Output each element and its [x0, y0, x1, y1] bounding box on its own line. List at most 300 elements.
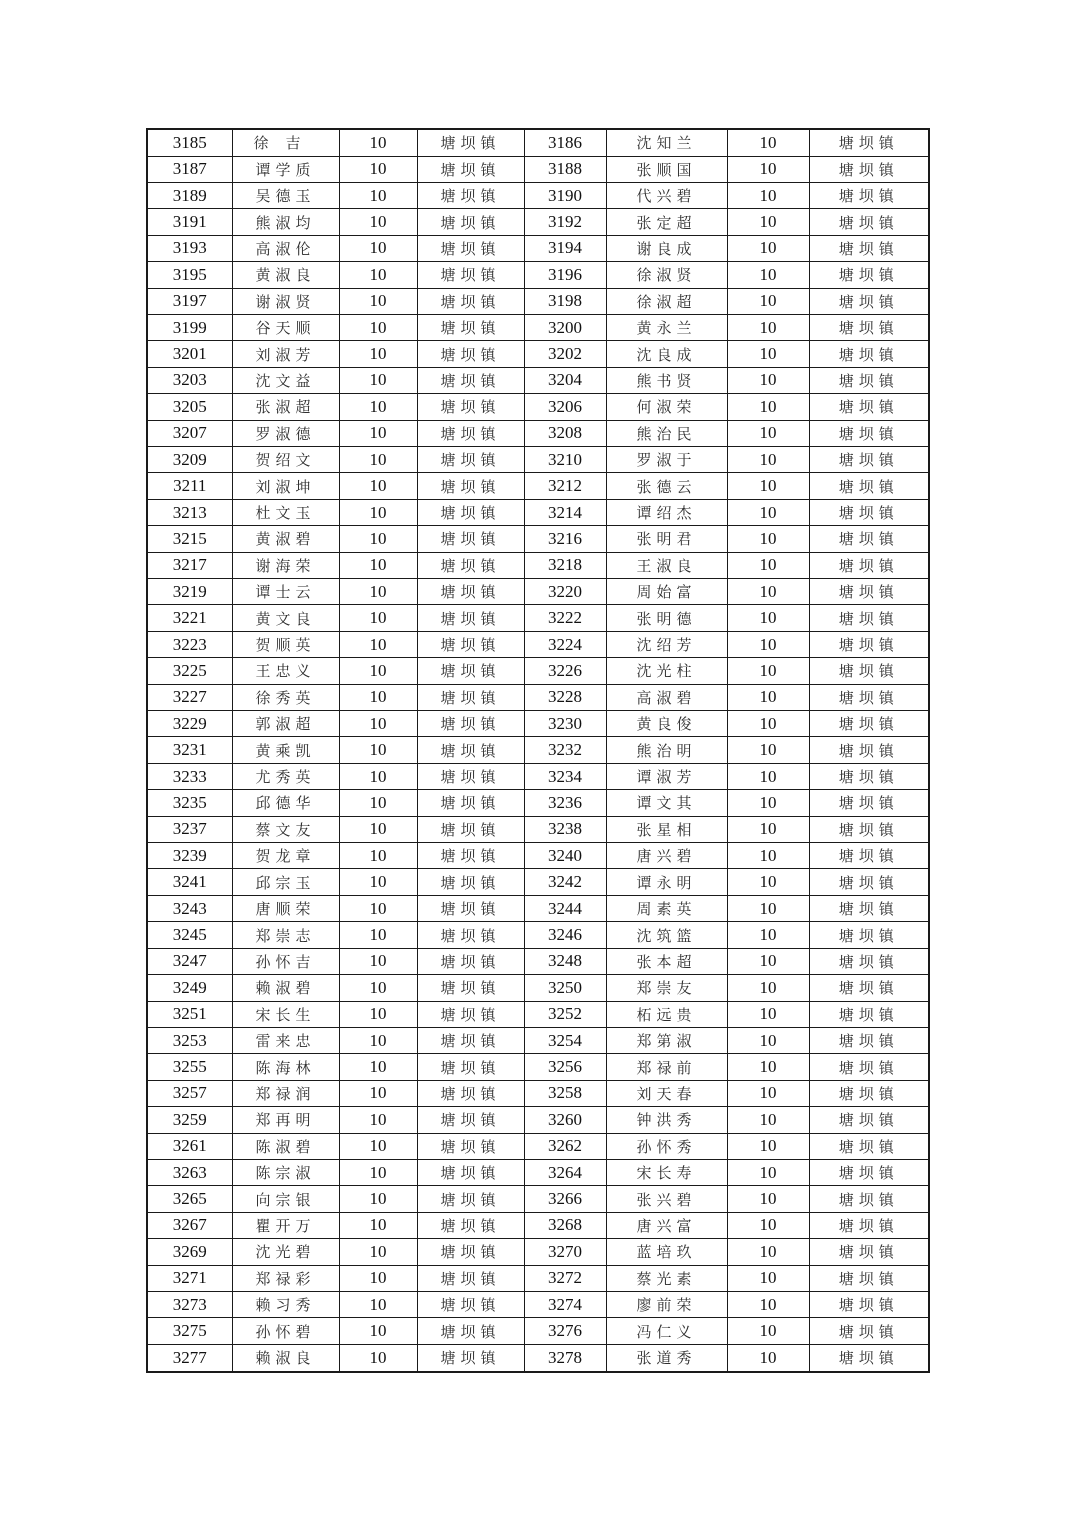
name-cell: 沈绍芳: [606, 631, 727, 657]
amount-cell: 10: [727, 816, 809, 842]
town-cell: 塘坝镇: [417, 262, 524, 288]
town-cell: 塘坝镇: [417, 816, 524, 842]
town-cell: 塘坝镇: [809, 288, 929, 314]
name-cell: 张本超: [606, 948, 727, 974]
name-cell: 黄淑良: [232, 262, 339, 288]
amount-cell: 10: [727, 394, 809, 420]
table-row: [147, 446, 929, 472]
town-cell: 塘坝镇: [809, 1080, 929, 1106]
name-cell: 郑禄彩: [232, 1265, 339, 1291]
amount-cell: 10: [339, 420, 417, 446]
row-id-cell: 3225: [147, 658, 232, 684]
town-cell: 塘坝镇: [809, 552, 929, 578]
town-cell: 塘坝镇: [417, 367, 524, 393]
name-cell: 张道秀: [606, 1344, 727, 1372]
amount-cell: 10: [339, 1027, 417, 1053]
table-row: [147, 420, 929, 446]
name-cell: 谭永明: [606, 869, 727, 895]
name-cell: 郑禄前: [606, 1054, 727, 1080]
name-cell: 张兴碧: [606, 1186, 727, 1212]
roster-table-body: [147, 129, 929, 1372]
row-id-cell: 3253: [147, 1027, 232, 1053]
amount-cell: 10: [339, 552, 417, 578]
town-cell: 塘坝镇: [809, 473, 929, 499]
amount-cell: 10: [727, 314, 809, 340]
amount-cell: 10: [339, 843, 417, 869]
name-cell: 谭文其: [606, 790, 727, 816]
amount-cell: 10: [339, 262, 417, 288]
name-cell: 刘淑坤: [232, 473, 339, 499]
row-id-cell: 3217: [147, 552, 232, 578]
table-row: [147, 790, 929, 816]
name-cell: 沈知兰: [606, 129, 727, 156]
amount-cell: 10: [339, 816, 417, 842]
name-cell: 黄淑碧: [232, 526, 339, 552]
amount-cell: 10: [339, 209, 417, 235]
name-cell: 黄永兰: [606, 314, 727, 340]
table-row: [147, 1027, 929, 1053]
amount-cell: 10: [727, 895, 809, 921]
amount-cell: 10: [727, 1107, 809, 1133]
town-cell: 塘坝镇: [809, 129, 929, 156]
amount-cell: 10: [339, 790, 417, 816]
town-cell: 塘坝镇: [809, 1318, 929, 1344]
row-id-cell: 3196: [524, 262, 606, 288]
name-cell: 熊治明: [606, 737, 727, 763]
table-row: [147, 816, 929, 842]
table-row: [147, 367, 929, 393]
town-cell: 塘坝镇: [809, 446, 929, 472]
amount-cell: 10: [339, 1159, 417, 1185]
amount-cell: 10: [339, 129, 417, 156]
name-cell: 徐秀英: [232, 684, 339, 710]
table-row: [147, 711, 929, 737]
amount-cell: 10: [339, 446, 417, 472]
amount-cell: 10: [339, 1344, 417, 1372]
amount-cell: 10: [339, 869, 417, 895]
row-id-cell: 3189: [147, 182, 232, 208]
table-row: [147, 843, 929, 869]
amount-cell: 10: [727, 605, 809, 631]
town-cell: 塘坝镇: [809, 975, 929, 1001]
amount-cell: 10: [727, 129, 809, 156]
name-cell: 钟洪秀: [606, 1107, 727, 1133]
name-cell: 何淑荣: [606, 394, 727, 420]
row-id-cell: 3221: [147, 605, 232, 631]
town-cell: 塘坝镇: [417, 1291, 524, 1317]
amount-cell: 10: [727, 341, 809, 367]
name-cell: 谢淑贤: [232, 288, 339, 314]
table-row: [147, 869, 929, 895]
table-row: [147, 156, 929, 182]
name-cell: 张明君: [606, 526, 727, 552]
row-id-cell: 3264: [524, 1159, 606, 1185]
row-id-cell: 3250: [524, 975, 606, 1001]
name-cell: 邱宗玉: [232, 869, 339, 895]
town-cell: 塘坝镇: [809, 1186, 929, 1212]
town-cell: 塘坝镇: [809, 711, 929, 737]
name-cell: 谭士云: [232, 579, 339, 605]
amount-cell: 10: [727, 684, 809, 710]
row-id-cell: 3247: [147, 948, 232, 974]
row-id-cell: 3241: [147, 869, 232, 895]
amount-cell: 10: [727, 262, 809, 288]
amount-cell: 10: [727, 1054, 809, 1080]
town-cell: 塘坝镇: [809, 420, 929, 446]
amount-cell: 10: [727, 1239, 809, 1265]
town-cell: 塘坝镇: [809, 1133, 929, 1159]
table-row: [147, 737, 929, 763]
amount-cell: 10: [727, 235, 809, 261]
amount-cell: 10: [727, 1027, 809, 1053]
name-cell: 杜文玉: [232, 499, 339, 525]
name-cell: 赖淑良: [232, 1344, 339, 1372]
amount-cell: 10: [727, 446, 809, 472]
name-cell: 廖前荣: [606, 1291, 727, 1317]
row-id-cell: 3191: [147, 209, 232, 235]
row-id-cell: 3232: [524, 737, 606, 763]
amount-cell: 10: [727, 1001, 809, 1027]
row-id-cell: 3249: [147, 975, 232, 1001]
town-cell: 塘坝镇: [809, 895, 929, 921]
amount-cell: 10: [727, 182, 809, 208]
table-row: [147, 552, 929, 578]
name-cell: 谢良成: [606, 235, 727, 261]
row-id-cell: 3246: [524, 922, 606, 948]
name-cell: 郭淑超: [232, 711, 339, 737]
name-cell: 徐吉: [232, 129, 339, 156]
name-cell: 谭淑芳: [606, 763, 727, 789]
table-row: [147, 235, 929, 261]
amount-cell: 10: [727, 922, 809, 948]
town-cell: 塘坝镇: [417, 1080, 524, 1106]
name-cell: 熊书贤: [606, 367, 727, 393]
row-id-cell: 3205: [147, 394, 232, 420]
table-row: [147, 1054, 929, 1080]
name-cell: 唐兴碧: [606, 843, 727, 869]
town-cell: 塘坝镇: [809, 1212, 929, 1238]
row-id-cell: 3212: [524, 473, 606, 499]
town-cell: 塘坝镇: [417, 1318, 524, 1344]
table-row: [147, 129, 929, 156]
row-id-cell: 3276: [524, 1318, 606, 1344]
name-cell: 沈光碧: [232, 1239, 339, 1265]
town-cell: 塘坝镇: [417, 1265, 524, 1291]
row-id-cell: 3233: [147, 763, 232, 789]
town-cell: 塘坝镇: [809, 235, 929, 261]
row-id-cell: 3222: [524, 605, 606, 631]
amount-cell: 10: [727, 1186, 809, 1212]
row-id-cell: 3200: [524, 314, 606, 340]
name-cell: 冯仁义: [606, 1318, 727, 1344]
table-row: [147, 182, 929, 208]
town-cell: 塘坝镇: [417, 1001, 524, 1027]
name-cell: 张星相: [606, 816, 727, 842]
row-id-cell: 3224: [524, 631, 606, 657]
amount-cell: 10: [339, 948, 417, 974]
row-id-cell: 3243: [147, 895, 232, 921]
row-id-cell: 3198: [524, 288, 606, 314]
name-cell: 蓝培玖: [606, 1239, 727, 1265]
row-id-cell: 3278: [524, 1344, 606, 1372]
town-cell: 塘坝镇: [809, 843, 929, 869]
name-cell: 刘天春: [606, 1080, 727, 1106]
row-id-cell: 3215: [147, 526, 232, 552]
amount-cell: 10: [727, 1133, 809, 1159]
amount-cell: 10: [727, 869, 809, 895]
row-id-cell: 3187: [147, 156, 232, 182]
table-row: [147, 1107, 929, 1133]
town-cell: 塘坝镇: [417, 948, 524, 974]
row-id-cell: 3195: [147, 262, 232, 288]
town-cell: 塘坝镇: [417, 314, 524, 340]
table-row: [147, 394, 929, 420]
table-row: [147, 1239, 929, 1265]
name-cell: 罗淑德: [232, 420, 339, 446]
name-cell: 沈文益: [232, 367, 339, 393]
amount-cell: 10: [727, 975, 809, 1001]
town-cell: 塘坝镇: [417, 526, 524, 552]
row-id-cell: 3259: [147, 1107, 232, 1133]
town-cell: 塘坝镇: [809, 1291, 929, 1317]
row-id-cell: 3262: [524, 1133, 606, 1159]
row-id-cell: 3211: [147, 473, 232, 499]
town-cell: 塘坝镇: [809, 790, 929, 816]
row-id-cell: 3267: [147, 1212, 232, 1238]
name-cell: 贺龙章: [232, 843, 339, 869]
name-cell: 刘淑芳: [232, 341, 339, 367]
name-cell: 张顺国: [606, 156, 727, 182]
row-id-cell: 3213: [147, 499, 232, 525]
amount-cell: 10: [339, 341, 417, 367]
row-id-cell: 3231: [147, 737, 232, 763]
row-id-cell: 3257: [147, 1080, 232, 1106]
amount-cell: 10: [339, 579, 417, 605]
name-cell: 沈光柱: [606, 658, 727, 684]
town-cell: 塘坝镇: [809, 1054, 929, 1080]
town-cell: 塘坝镇: [417, 1159, 524, 1185]
town-cell: 塘坝镇: [417, 129, 524, 156]
amount-cell: 10: [727, 843, 809, 869]
row-id-cell: 3193: [147, 235, 232, 261]
row-id-cell: 3214: [524, 499, 606, 525]
amount-cell: 10: [727, 711, 809, 737]
row-id-cell: 3254: [524, 1027, 606, 1053]
amount-cell: 10: [727, 526, 809, 552]
town-cell: 塘坝镇: [417, 156, 524, 182]
row-id-cell: 3271: [147, 1265, 232, 1291]
amount-cell: 10: [727, 658, 809, 684]
amount-cell: 10: [727, 763, 809, 789]
row-id-cell: 3236: [524, 790, 606, 816]
name-cell: 蔡光素: [606, 1265, 727, 1291]
town-cell: 塘坝镇: [809, 209, 929, 235]
name-cell: 黄乘凯: [232, 737, 339, 763]
town-cell: 塘坝镇: [417, 1107, 524, 1133]
name-cell: 谭绍杰: [606, 499, 727, 525]
amount-cell: 10: [727, 367, 809, 393]
town-cell: 塘坝镇: [417, 1186, 524, 1212]
name-cell: 王忠义: [232, 658, 339, 684]
town-cell: 塘坝镇: [809, 1159, 929, 1185]
town-cell: 塘坝镇: [809, 737, 929, 763]
row-id-cell: 3223: [147, 631, 232, 657]
row-id-cell: 3240: [524, 843, 606, 869]
row-id-cell: 3201: [147, 341, 232, 367]
name-cell: 陈淑碧: [232, 1133, 339, 1159]
name-cell: 周始富: [606, 579, 727, 605]
name-cell: 王淑良: [606, 552, 727, 578]
amount-cell: 10: [339, 1212, 417, 1238]
row-id-cell: 3251: [147, 1001, 232, 1027]
name-cell: 宋长寿: [606, 1159, 727, 1185]
amount-cell: 10: [339, 526, 417, 552]
row-id-cell: 3239: [147, 843, 232, 869]
town-cell: 塘坝镇: [809, 499, 929, 525]
town-cell: 塘坝镇: [417, 288, 524, 314]
name-cell: 张德云: [606, 473, 727, 499]
row-id-cell: 3186: [524, 129, 606, 156]
amount-cell: 10: [339, 658, 417, 684]
town-cell: 塘坝镇: [417, 1239, 524, 1265]
name-cell: 贺绍文: [232, 446, 339, 472]
row-id-cell: 3204: [524, 367, 606, 393]
town-cell: 塘坝镇: [809, 341, 929, 367]
name-cell: 蔡文友: [232, 816, 339, 842]
table-row: [147, 1159, 929, 1185]
row-id-cell: 3220: [524, 579, 606, 605]
amount-cell: 10: [727, 209, 809, 235]
row-id-cell: 3207: [147, 420, 232, 446]
name-cell: 郑崇友: [606, 975, 727, 1001]
row-id-cell: 3194: [524, 235, 606, 261]
row-id-cell: 3263: [147, 1159, 232, 1185]
town-cell: 塘坝镇: [809, 156, 929, 182]
roster-table: [146, 128, 930, 1373]
town-cell: 塘坝镇: [809, 869, 929, 895]
row-id-cell: 3226: [524, 658, 606, 684]
amount-cell: 10: [339, 975, 417, 1001]
row-id-cell: 3227: [147, 684, 232, 710]
name-cell: 张定超: [606, 209, 727, 235]
town-cell: 塘坝镇: [417, 182, 524, 208]
town-cell: 塘坝镇: [809, 262, 929, 288]
row-id-cell: 3228: [524, 684, 606, 710]
town-cell: 塘坝镇: [809, 1265, 929, 1291]
amount-cell: 10: [339, 684, 417, 710]
town-cell: 塘坝镇: [417, 895, 524, 921]
table-row: [147, 1186, 929, 1212]
amount-cell: 10: [727, 499, 809, 525]
town-cell: 塘坝镇: [417, 1133, 524, 1159]
town-cell: 塘坝镇: [417, 737, 524, 763]
row-id-cell: 3238: [524, 816, 606, 842]
table-row: [147, 658, 929, 684]
row-id-cell: 3237: [147, 816, 232, 842]
name-cell: 沈筑篮: [606, 922, 727, 948]
amount-cell: 10: [727, 1291, 809, 1317]
amount-cell: 10: [727, 1212, 809, 1238]
town-cell: 塘坝镇: [809, 182, 929, 208]
amount-cell: 10: [339, 605, 417, 631]
town-cell: 塘坝镇: [809, 1344, 929, 1372]
row-id-cell: 3209: [147, 446, 232, 472]
name-cell: 熊淑均: [232, 209, 339, 235]
table-row: [147, 1344, 929, 1372]
town-cell: 塘坝镇: [417, 684, 524, 710]
town-cell: 塘坝镇: [417, 1344, 524, 1372]
row-id-cell: 3202: [524, 341, 606, 367]
town-cell: 塘坝镇: [809, 658, 929, 684]
row-id-cell: 3248: [524, 948, 606, 974]
amount-cell: 10: [339, 499, 417, 525]
name-cell: 孙怀秀: [606, 1133, 727, 1159]
amount-cell: 10: [727, 1265, 809, 1291]
town-cell: 塘坝镇: [809, 367, 929, 393]
amount-cell: 10: [727, 288, 809, 314]
name-cell: 唐兴富: [606, 1212, 727, 1238]
amount-cell: 10: [727, 948, 809, 974]
amount-cell: 10: [339, 763, 417, 789]
table-row: [147, 262, 929, 288]
town-cell: 塘坝镇: [417, 1054, 524, 1080]
town-cell: 塘坝镇: [417, 446, 524, 472]
town-cell: 塘坝镇: [809, 1001, 929, 1027]
table-row: [147, 631, 929, 657]
row-id-cell: 3258: [524, 1080, 606, 1106]
amount-cell: 10: [727, 473, 809, 499]
town-cell: 塘坝镇: [417, 235, 524, 261]
town-cell: 塘坝镇: [417, 975, 524, 1001]
amount-cell: 10: [727, 737, 809, 763]
amount-cell: 10: [727, 552, 809, 578]
amount-cell: 10: [339, 1239, 417, 1265]
town-cell: 塘坝镇: [417, 790, 524, 816]
row-id-cell: 3208: [524, 420, 606, 446]
table-row: [147, 763, 929, 789]
name-cell: 沈良成: [606, 341, 727, 367]
row-id-cell: 3234: [524, 763, 606, 789]
row-id-cell: 3260: [524, 1107, 606, 1133]
row-id-cell: 3229: [147, 711, 232, 737]
town-cell: 塘坝镇: [417, 1027, 524, 1053]
name-cell: 谭学质: [232, 156, 339, 182]
name-cell: 代兴碧: [606, 182, 727, 208]
name-cell: 黄良俊: [606, 711, 727, 737]
row-id-cell: 3235: [147, 790, 232, 816]
amount-cell: 10: [727, 420, 809, 446]
name-cell: 陈宗淑: [232, 1159, 339, 1185]
row-id-cell: 3272: [524, 1265, 606, 1291]
row-id-cell: 3230: [524, 711, 606, 737]
name-cell: 张淑超: [232, 394, 339, 420]
row-id-cell: 3245: [147, 922, 232, 948]
name-cell: 向宗银: [232, 1186, 339, 1212]
row-id-cell: 3275: [147, 1318, 232, 1344]
row-id-cell: 3277: [147, 1344, 232, 1372]
table-row: [147, 948, 929, 974]
town-cell: 塘坝镇: [809, 1027, 929, 1053]
name-cell: 陈海林: [232, 1054, 339, 1080]
town-cell: 塘坝镇: [809, 763, 929, 789]
town-cell: 塘坝镇: [809, 948, 929, 974]
amount-cell: 10: [339, 711, 417, 737]
row-id-cell: 3192: [524, 209, 606, 235]
table-row: [147, 473, 929, 499]
town-cell: 塘坝镇: [417, 579, 524, 605]
table-row: [147, 605, 929, 631]
table-row: [147, 1133, 929, 1159]
